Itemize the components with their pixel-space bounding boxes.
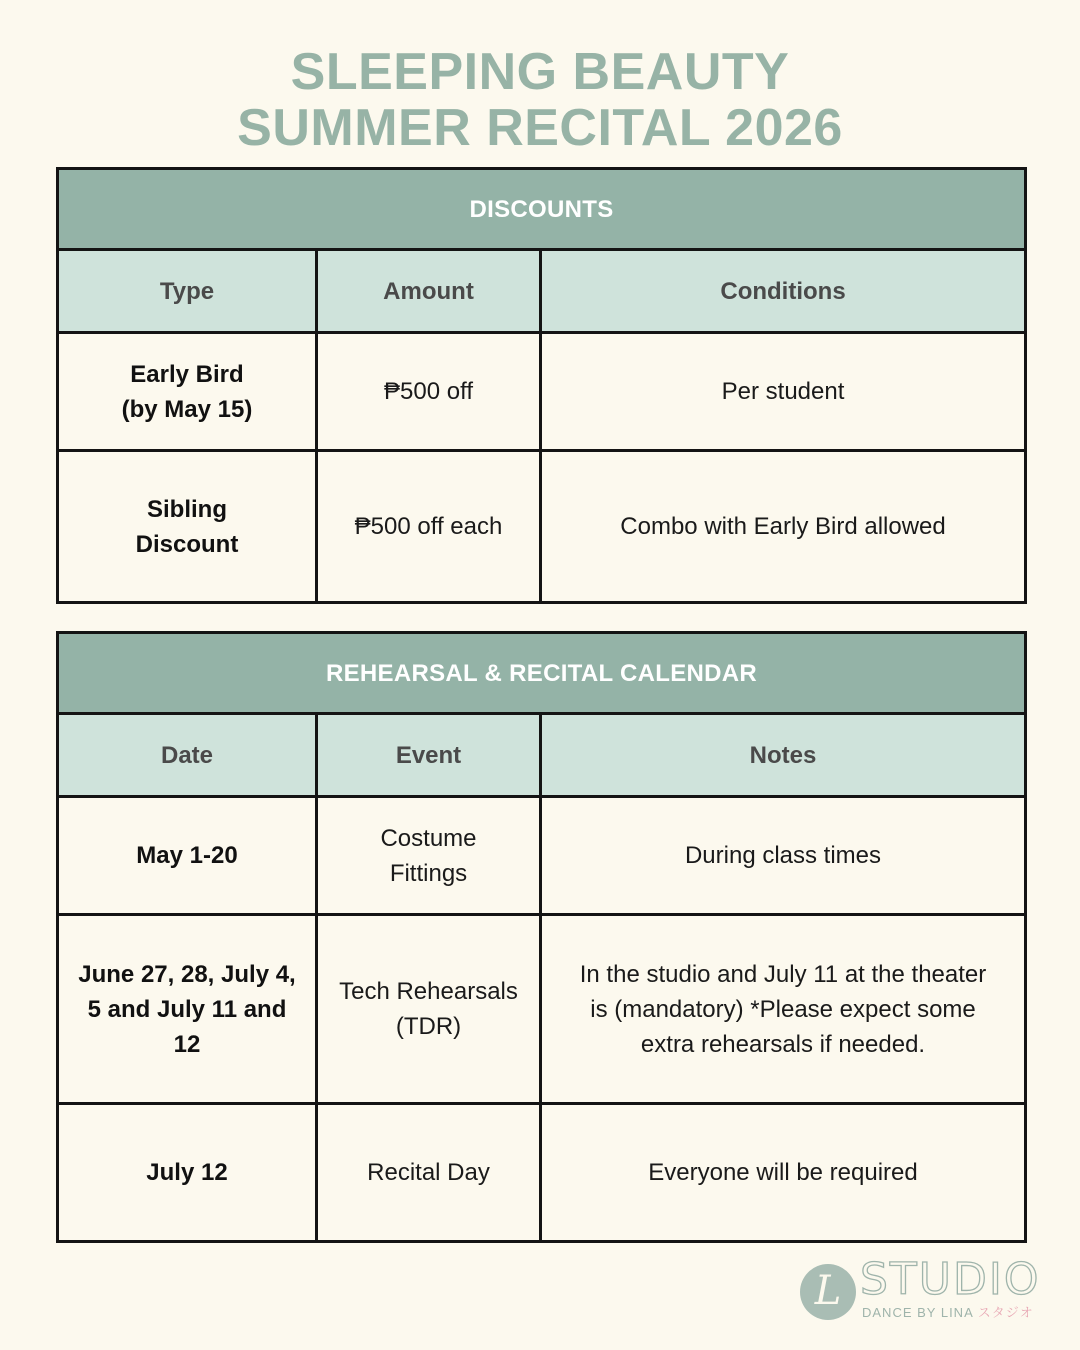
discount-conditions: Per student — [541, 333, 1026, 451]
discount-type-line1: Sibling — [147, 495, 227, 523]
column-header-event: Event — [317, 714, 541, 797]
calendar-heading: REHEARSAL & RECITAL CALENDAR — [58, 633, 1026, 714]
table-row — [58, 333, 1026, 451]
discount-amount: ₱500 off — [317, 333, 541, 451]
logo-mark-icon — [800, 1264, 856, 1320]
column-header-type: Type — [58, 250, 317, 333]
calendar-date: June 27, 28, July 4, 5 and July 11 and 12 — [58, 915, 317, 1104]
table-row — [58, 797, 1026, 915]
logo-mark-letter: L — [814, 1268, 842, 1314]
table-row — [58, 1104, 1026, 1242]
logo-tagline-jp: スタジオ — [977, 1305, 1034, 1320]
calendar-event: Recital Day — [317, 1104, 541, 1242]
calendar-notes: Everyone will be required — [541, 1104, 1026, 1242]
discount-type-line2: (by May 15) — [121, 395, 253, 423]
table-row — [58, 915, 1026, 1104]
table-row — [58, 451, 1026, 603]
calendar-date: May 1-20 — [58, 797, 317, 915]
discount-type-line2: Discount — [135, 530, 239, 558]
page-title — [0, 44, 1080, 156]
calendar-event: Costume Fittings — [317, 797, 541, 915]
discount-type — [58, 451, 317, 603]
logo-tagline-text: DANCE BY LINA — [862, 1305, 974, 1320]
logo-wordmark: STUDIO — [860, 1254, 1041, 1305]
calendar-notes: During class times — [541, 797, 1026, 915]
title-line-2: SUMMER RECITAL 2026 — [237, 99, 843, 157]
column-header-amount: Amount — [317, 250, 541, 333]
column-header-notes: Notes — [541, 714, 1026, 797]
calendar-notes: In the studio and July 11 at the theater is (mandatory) *Please expect some extra rehearsals if needed. — [541, 915, 1026, 1104]
discount-amount: ₱500 off each — [317, 451, 541, 603]
discount-conditions: Combo with Early Bird allowed — [541, 451, 1026, 603]
column-header-conditions: Conditions — [541, 250, 1026, 333]
logo-tagline — [862, 1302, 1034, 1321]
column-header-date: Date — [58, 714, 317, 797]
calendar-date: July 12 — [58, 1104, 317, 1242]
discount-type — [58, 333, 317, 451]
discounts-table — [56, 167, 1027, 604]
title-line-1: SLEEPING BEAUTY — [290, 43, 790, 101]
discounts-heading: DISCOUNTS — [58, 169, 1026, 250]
calendar-event: Tech Rehearsals (TDR) — [317, 915, 541, 1104]
calendar-table — [56, 631, 1027, 1243]
studio-logo — [800, 1254, 1050, 1322]
discount-type-line1: Early Bird — [130, 360, 244, 388]
